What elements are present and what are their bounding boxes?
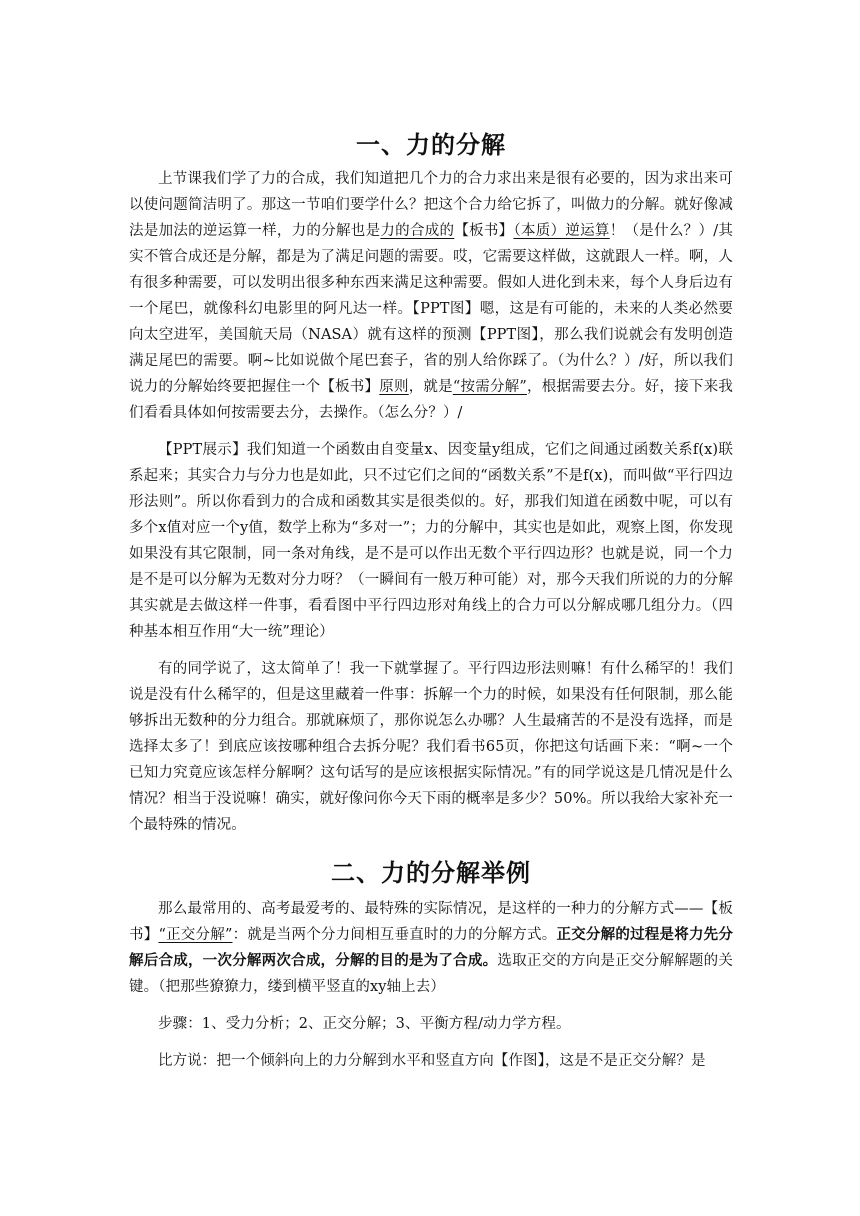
- document-body: [129, 128, 733, 1085]
- paragraph-5: 步骤：1、受力分析；2、正交分解；3、平衡方程/动力学方程。: [158, 1016, 571, 1032]
- paragraph-6: 比方说：把一个倾斜向上的力分解到水平和竖直方向【作图】，这是不是正交分解？是: [158, 1053, 706, 1069]
- p1-text-5: ，根据需要去分。好，接下来我们看看具体如何按需要去分，去操作。（怎么分？）/: [129, 379, 733, 421]
- p4-bold-1: 正交分解的过程是将力先分解后合成，一次分解两次合成，分解的目的是为了合成。: [129, 926, 733, 969]
- p1-underline-4: “按需分解”: [452, 379, 527, 395]
- p4-text-3: 选取正交的方向是正交分解解题的关键。（把那些獠獠力，缕到横平竖直的xy轴上去）: [129, 953, 733, 995]
- p1-underline-3: 原则: [379, 379, 409, 395]
- p1-text-2: 【板书】: [454, 223, 514, 239]
- p1-underline-2: （本质）逆运算: [513, 223, 610, 239]
- section-heading-2: 二、力的分解举例: [331, 858, 531, 887]
- p1-text-4: ，就是: [408, 379, 453, 395]
- p4-underline-1: “正交分解”: [158, 927, 233, 943]
- paragraph-3: 有的同学说了，这太简单了！我一下就掌握了。平行四边形法则嘛！有什么稀罕的！我们说是没有什么稀罕的，但是这里藏着一件事：拆解一个力的时候，如果没有任何限制，那么能够拆出无数种的分力组合。那就麻烦了，那你说怎么办哪？人生最痛苦的不是没有选择，而是选择太多了！到底应该按哪种组合去拆分呢？我们看书65页，你把这句话画下来：“啊~一个已知力究竟应该怎样分解啊？这句话写的是应该根据实际情况。”有的同学说这是几情况是什么情况？相当于没说嘛！确实，就好像问你今天下雨的概率是多少？50%。所以我给大家补充一个最特殊的情况。: [129, 661, 733, 833]
- p1-text-1: 上节课我们学了力的合成，我们知道把几个力的合力求出来是很有必要的，因为求出来可以使问题简洁明了。那这一节咱们要学什么？把这个合力给它拆了，叫做力的分解。就好像减法是加法的逆运算一样，力的分解也是: [129, 171, 733, 239]
- paragraph-1: [129, 166, 733, 426]
- section-heading-1: 一、力的分解: [356, 130, 506, 159]
- paragraph-4: [129, 896, 733, 1000]
- p1-underline-1: 力的合成的: [380, 223, 455, 239]
- p1-text-3: ！（是什么？）/其实不管合成还是分解，都是为了满足问题的需要。哎，它需要这样做，这就跟人一样。啊，人有很多种需要，可以发明出很多种东西来满足这种需要。假如人进化到未来，每个人身后边有一个尾巴，就像科幻电影里的阿凡达一样。【PPT图】嗯，这是有可能的，未来的人类必然要向太空进军，美国航天局（NASA）就有这样的预测【PPT图】，那么我们说就会有发明创造满足尾巴的需要。啊~比如说做个尾巴套子，省的别人给你踩了。（为什么？）/好，所以我们说力的分解始终要把握住一个【板书】: [129, 223, 734, 395]
- p4-text-2: ：就是当两个分力间相互垂直时的力的分解方式。: [232, 927, 557, 943]
- paragraph-2: 【PPT展示】我们知道一个函数由自变量x、因变量y组成，它们之间通过函数关系f(x)联系起来；其实合力与分力也是如此，只不过它们之间的“函数关系”不是f(x)，而叫做“平行四边形法则”。所以你看到力的合成和函数其实是很类似的。好，那我们知道在函数中呢，可以有多个x值对应一个y值，数学上称为“多对一”；力的分解中，其实也是如此，观察上图，你发现如果没有其它限制，同一条对角线，是不是可以作出无数个平行四边形？也就是说，同一个力是不是可以分解为无数对分力呀？（一瞬间有一般万种可能）对，那今天我们所说的力的分解其实就是去做这样一件事，看看图中平行四边形对角线上的合力可以分解成哪几组分力。（四种基本相互作用“大一统”理论）: [129, 442, 733, 640]
- p4-text-1: 那么最常用的、高考最爱考的、最特殊的实际情况，是这样的一种力的分解方式——【板书】: [129, 901, 733, 943]
